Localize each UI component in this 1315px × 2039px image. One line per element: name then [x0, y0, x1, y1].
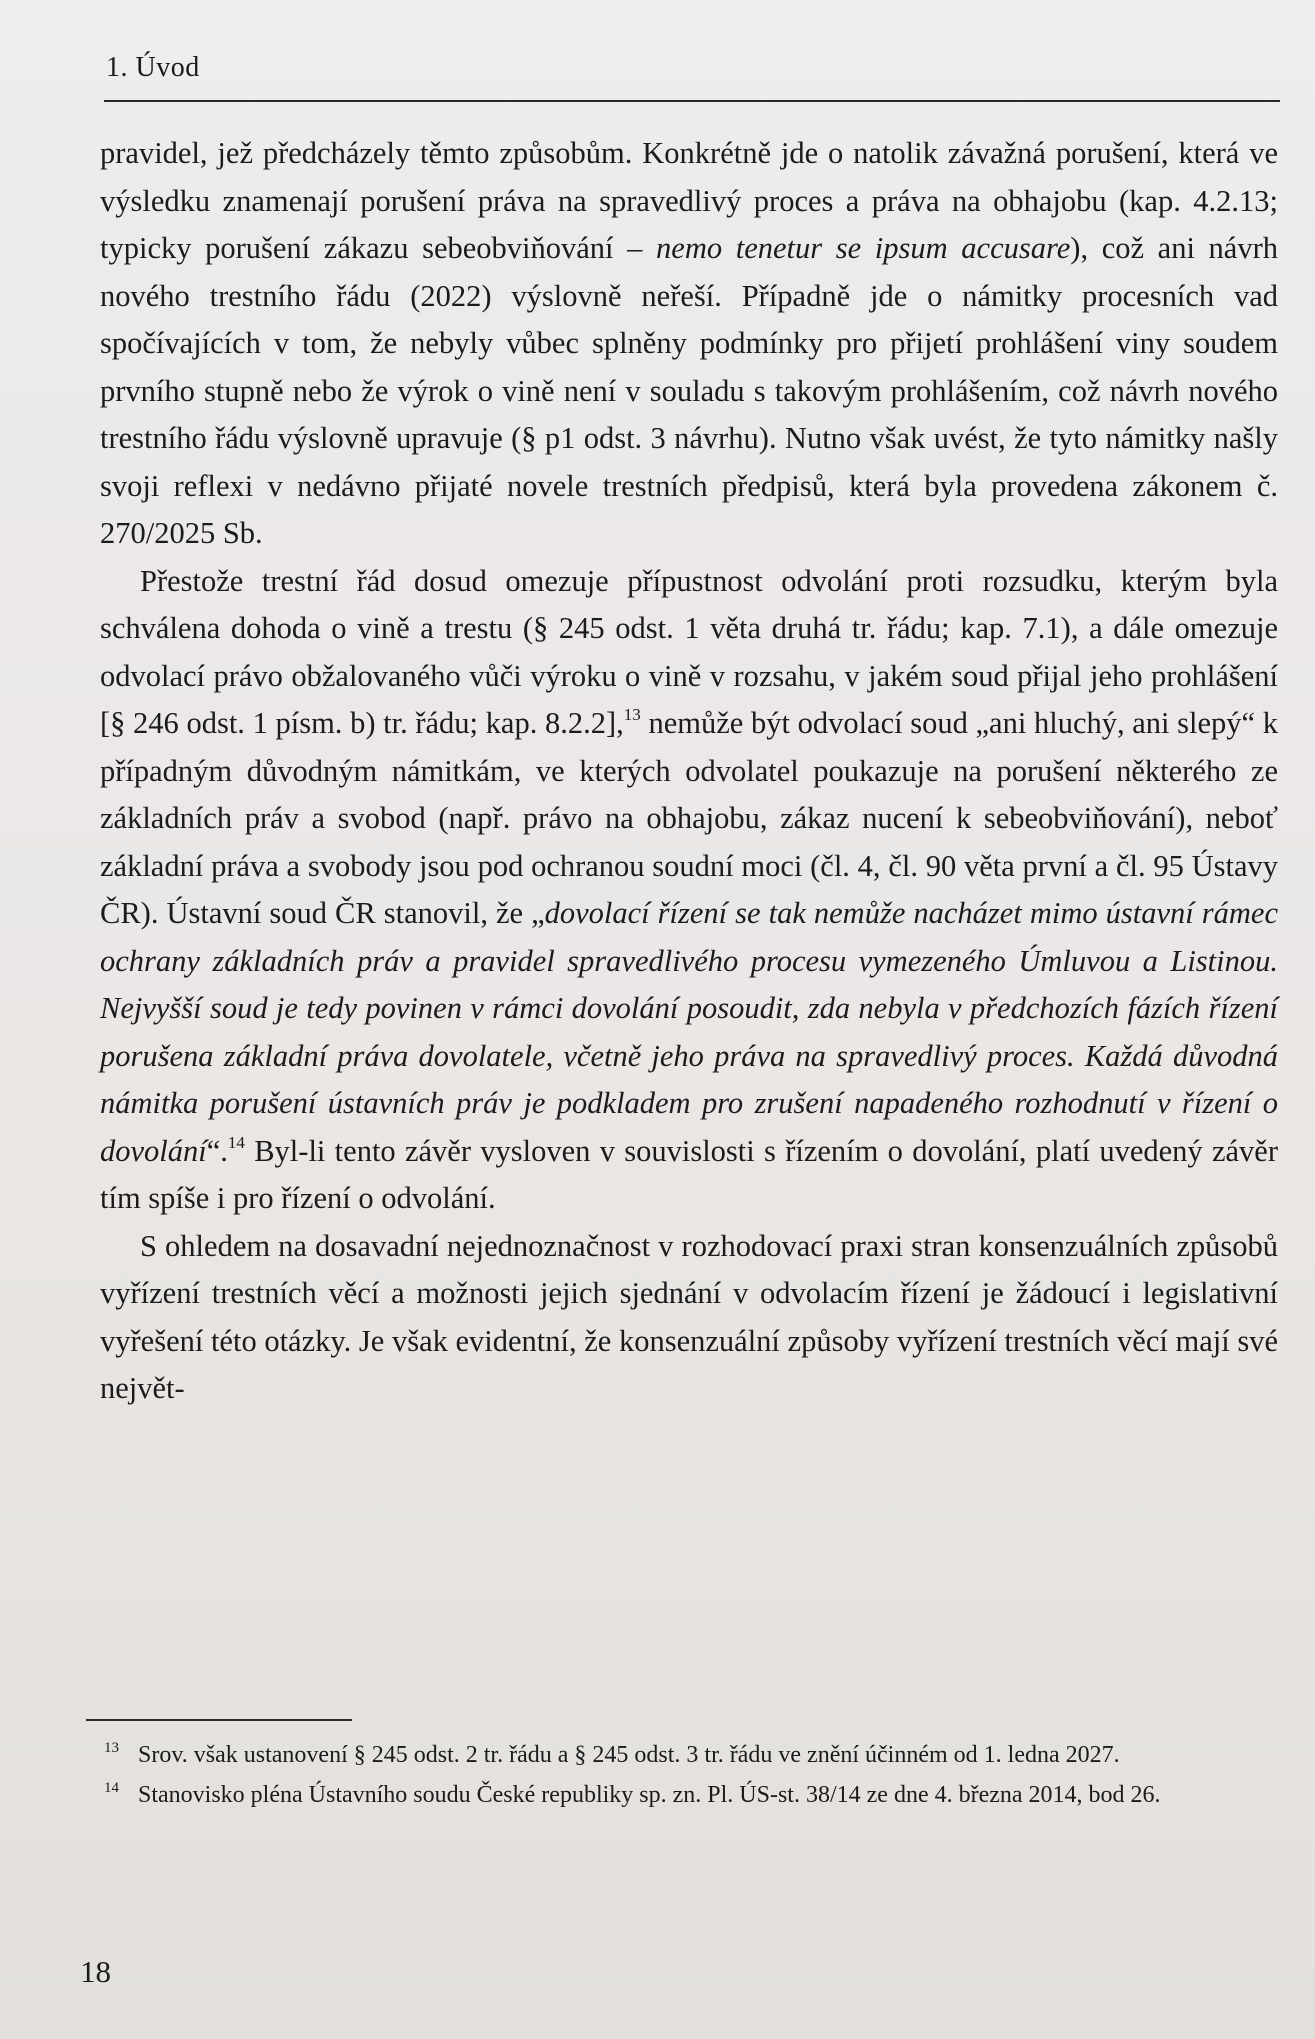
header-rule [104, 100, 1280, 102]
paragraph [100, 1223, 1278, 1413]
body-text [100, 130, 1278, 1413]
italic-text: nemo tenetur se ipsum accusare [656, 231, 1071, 265]
footnote [100, 1778, 1276, 1812]
footnote-number: 13 [104, 1740, 119, 1756]
text-run: S ohledem na dosavadní nejednoznačnost v rozhodovací praxi stran konsenzuálních způsobů vyřízení trestních věcí a možnosti jejich sjednání v odvolacím řízení je žádoucí i legislativní vyřešení této otázky. Je však evidentní, že konsenzuální způsoby vyřízení trestních věcí mají své největ- [100, 1228, 1278, 1405]
page-number: 18 [80, 1954, 111, 1989]
paragraph [100, 130, 1278, 558]
text-run: Přestože trestní řád dosud omezuje přípustnost odvolání proti rozsudku, kterým byla schválena dohoda o vině a trestu (§ 245 odst. 1 věta druhá tr. řádu; kap. 7.1), a dále omezuje odvolací právo obžalovaného vůči výroku o vině v rozsahu, v jakém soud přijal jeho prohlášení [§ 246 odst. 1 písm. b) tr. řádu; kap. 8.2.2], [100, 563, 1278, 740]
text-run: Byl-li tento závěr vysloven v souvislosti s řízením o dovolání, platí uvedený závěr tím spíše i pro řízení o odvolání. [100, 1133, 1278, 1215]
text-run: ), což ani návrh nového trestního řádu (2022) výslovně neřeší. Případně jde o námitky procesních vad spočívajících v tom, že nebyly vůbec splněny podmínky pro přijetí prohlášení viny soudem prvního stupně nebo že výrok o vině není v souladu s takovým prohlášením, což návrh nového trestního řádu výslovně upravuje (§ p1 odst. 3 návrhu). Nutno však uvést, že tyto námitky našly svoji reflexi v nedávno přijaté novele trestních předpisů, která byla provedena zákonem č. 270/2025 Sb. [100, 231, 1278, 550]
footnote-text: Srov. však ustanovení § 245 odst. 2 tr. řádu a § 245 odst. 3 tr. řádu ve znění účinném od 1. ledna 2027. [138, 1742, 1120, 1768]
footnote-reference: 13 [623, 705, 641, 724]
footnote-number: 14 [104, 1780, 119, 1796]
running-head: 1. Úvod [106, 52, 200, 83]
text-run: nemůže být odvolací soud „ani hluchý, ani slepý“ k případným důvodným námitkám, ve kterých odvolatel poukazuje na porušení některého ze základních práv a svobod (např. právo na obhajobu, zákaz nucení k sebeobviňování), neboť základní práva a svobody jsou pod ochranou soudní moci (čl. 4, čl. 90 věta první a čl. 95 Ústavy ČR). Ústavní soud ČR stanovil, že „ [100, 706, 1278, 930]
footnote-reference: 14 [227, 1132, 245, 1152]
footnotes [100, 1738, 1276, 1818]
footnote-rule [86, 1719, 352, 1721]
footnote-text: Stanovisko pléna Ústavního soudu České republiky sp. zn. Pl. ÚS-st. 38/14 ze dne 4. března 2014, bod 26. [138, 1782, 1161, 1808]
footnote [100, 1738, 1276, 1772]
text-run: pravidel, jež předcházely těmto způsobům. Konkrétně jde o natolik závažná porušení, která ve výsledku znamenají porušení práva na spravedlivý proces a práva na obhajobu (kap. 4.2.13; typicky porušení zákazu sebeobviňování – [100, 136, 1278, 265]
italic-text: dovolací řízení se tak nemůže nacházet mimo ústavní rámec ochrany základních práv a pravidel spravedlivého procesu vymezeného Úmluvou a Listinou. Nejvyšší soud je tedy povinen v rámci dovolání posoudit, zda nebyla v předchozích fázích řízení porušena základní práva dovolatele, včetně jeho práva na spravedlivý proces. Každá důvodná námitka porušení ústavních práv je podkladem pro zrušení napadeného rozhodnutí v řízení o dovolání [100, 896, 1278, 1168]
paragraph [100, 558, 1278, 1223]
text-run: “. [206, 1133, 228, 1168]
